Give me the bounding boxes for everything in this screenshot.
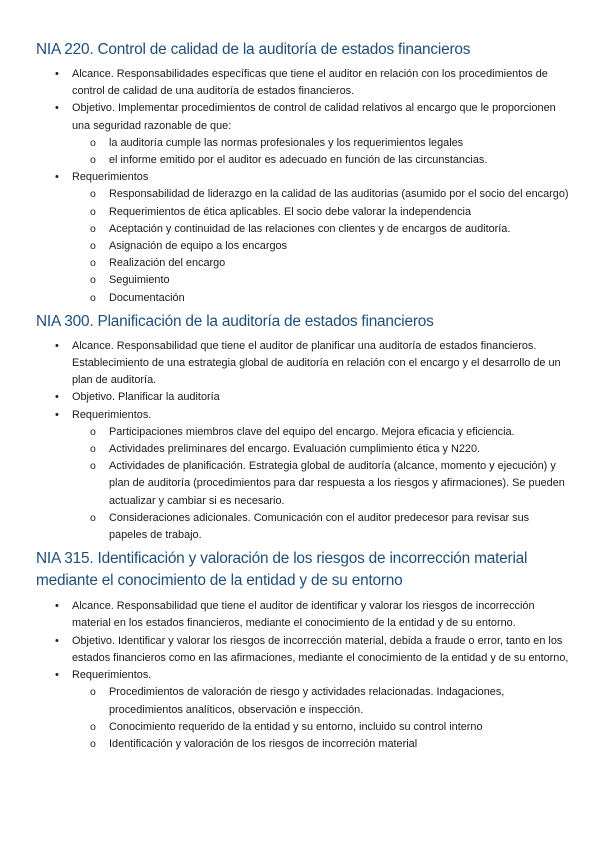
bullet-list [36, 66, 569, 307]
sub-list-item-text: Responsabilidad de liderazgo en la calidad de las auditorias (asumido por el socio del encargo) [109, 188, 569, 201]
list-item-requerimientos [36, 169, 569, 307]
sub-list-item [72, 736, 569, 753]
section-heading: NIA 315. Identificación y valoración de los riesgos de incorrección material mediante el conocimiento de la entidad y de su entorno [36, 550, 528, 590]
bullet-circle: o [90, 136, 96, 149]
sub-list-item-text: Realización del encargo [109, 257, 226, 270]
sub-list-item-text: Identificación y valoración de los riesgos de incorreción material [109, 737, 418, 750]
sub-list-item [72, 424, 569, 441]
bullet-circle: o [90, 222, 96, 235]
list-item-alcance [36, 338, 569, 390]
sub-list-item [72, 719, 569, 736]
list-item-text: Alcance. Responsabilidades específicas que tiene el auditor en relación con los procedimientos de control de calidad de una auditoría de estados financieros. [72, 68, 548, 98]
bullet-circle: o [90, 188, 96, 201]
bullet-dot: • [55, 102, 59, 115]
sub-list-item-text: Aceptación y continuidad de las relaciones con clientes y de encargos de auditoría. [109, 222, 511, 235]
bullet-circle: o [90, 686, 96, 699]
sub-list-item-text: la auditoría cumple las normas profesionales y los requerimientos legales [109, 136, 464, 149]
list-item-requerimientos [36, 667, 569, 753]
sub-list-item [72, 221, 569, 238]
sub-list-item [72, 290, 569, 307]
bullet-circle: o [90, 425, 96, 438]
bullet-list [36, 338, 569, 544]
list-item-text: Objetivo. Planificar la auditoría [72, 391, 220, 404]
sub-list-item [72, 186, 569, 203]
bullet-dot: • [55, 634, 59, 647]
sub-list-item [72, 441, 569, 458]
bullet-list [36, 598, 569, 753]
bullet-circle: o [90, 257, 96, 270]
section-nia-315 [36, 548, 569, 753]
list-item-text: Objetivo. Implementar procedimientos de control de calidad relativos al encargo que le proporcionen una seguridad razonable de que: [72, 102, 556, 132]
bullet-dot: • [55, 669, 59, 682]
sub-list [72, 186, 569, 306]
sub-list-item-text: Actividades de planificación. Estrategia global de auditoría (alcance, momento y ejecución) y plan de auditoría (procedimientos para dar respuesta a los riesgos y afirmaciones). Se pueden actualizar y cambiar si es necesario. [109, 460, 565, 507]
sub-list-item [72, 152, 569, 169]
list-item-requerimientos [36, 407, 569, 545]
bullet-dot: • [55, 171, 59, 184]
bullet-dot: • [55, 600, 59, 613]
list-item-alcance [36, 598, 569, 632]
sub-list-item-text: el informe emitido por el auditor es adecuado en función de las circunstancias. [109, 154, 488, 167]
sub-list [72, 424, 569, 544]
sub-list-item [72, 458, 569, 510]
section-heading: NIA 220. Control de calidad de la auditoría de estados financieros [36, 41, 471, 58]
bullet-circle: o [90, 205, 96, 218]
bullet-circle: o [90, 460, 96, 473]
sub-list-item-text: Procedimientos de valoración de riesgo y actividades relacionadas. Indagaciones, procedimientos analíticos, observación e inspección. [109, 686, 505, 716]
sub-list [72, 684, 569, 753]
sub-list-item [72, 238, 569, 255]
sub-list-item [72, 272, 569, 289]
list-item-text: Requerimientos. [72, 408, 152, 421]
bullet-dot: • [55, 408, 59, 421]
list-item-alcance [36, 66, 569, 100]
section-nia-220 [36, 38, 569, 307]
list-item-objetivo [36, 100, 569, 169]
sub-list-item-text: Requerimientos de ética aplicables. El socio debe valorar la independencia [109, 205, 472, 218]
sub-list-item [72, 255, 569, 272]
sub-list-item [72, 510, 569, 544]
sub-list-item-text: Conocimiento requerido de la entidad y su entorno, incluido su control interno [109, 720, 483, 733]
bullet-circle: o [90, 240, 96, 253]
bullet-circle: o [90, 154, 96, 167]
bullet-circle: o [90, 443, 96, 456]
sub-list-item [72, 684, 569, 718]
sub-list-item-text: Asignación de equipo a los encargos [109, 240, 288, 253]
sub-list [72, 135, 569, 169]
list-item-text: Alcance. Responsabilidad que tiene el auditor de identificar y valorar los riesgos de incorrección material en los estados financieros, mediante el conocimiento de la entidad y de su entorno. [72, 600, 535, 630]
bullet-circle: o [90, 291, 96, 304]
bullet-dot: • [55, 391, 59, 404]
list-item-text: Alcance. Responsabilidad que tiene el auditor de planificar una auditoría de estados financieros. Establecimiento de una estrategia global de auditoría en relación con el encargo y el desarrollo de un plan de auditoría. [72, 339, 561, 387]
list-item-objetivo [36, 633, 569, 667]
section-heading: NIA 300. Planificación de la auditoría de estados financieros [36, 312, 434, 330]
sub-list-item-text: Consideraciones adicionales. Comunicación con el auditor predecesor para revisar sus papeles de trabajo. [109, 511, 530, 542]
bullet-dot: • [55, 339, 59, 352]
list-item-text: Objetivo. Identificar y valorar los riesgos de incorrección material, debida a fraude o error, tanto en los estados financieros como en las afirmaciones, mediante el conocimiento de la entidad y de su entorno, [72, 634, 569, 664]
bullet-circle: o [90, 274, 96, 287]
sub-list-item-text: Seguimiento [109, 274, 170, 287]
sub-list-item [72, 204, 569, 221]
sub-list-item [72, 135, 569, 152]
bullet-circle: o [90, 720, 96, 733]
list-item-objetivo [36, 389, 569, 406]
section-nia-300 [36, 310, 569, 544]
bullet-dot: • [55, 68, 59, 80]
sub-list-item-text: Actividades preliminares del encargo. Evaluación cumplimiento ética y N220. [109, 443, 481, 456]
bullet-circle: o [90, 737, 96, 750]
bullet-circle: o [90, 511, 96, 524]
list-item-text: Requerimientos. [72, 669, 152, 682]
sub-list-item-text: Documentación [109, 291, 185, 304]
sub-list-item-text: Participaciones miembros clave del equipo del encargo. Mejora eficacia y eficiencia. [109, 425, 515, 438]
list-item-text: Requerimientos [72, 171, 149, 184]
